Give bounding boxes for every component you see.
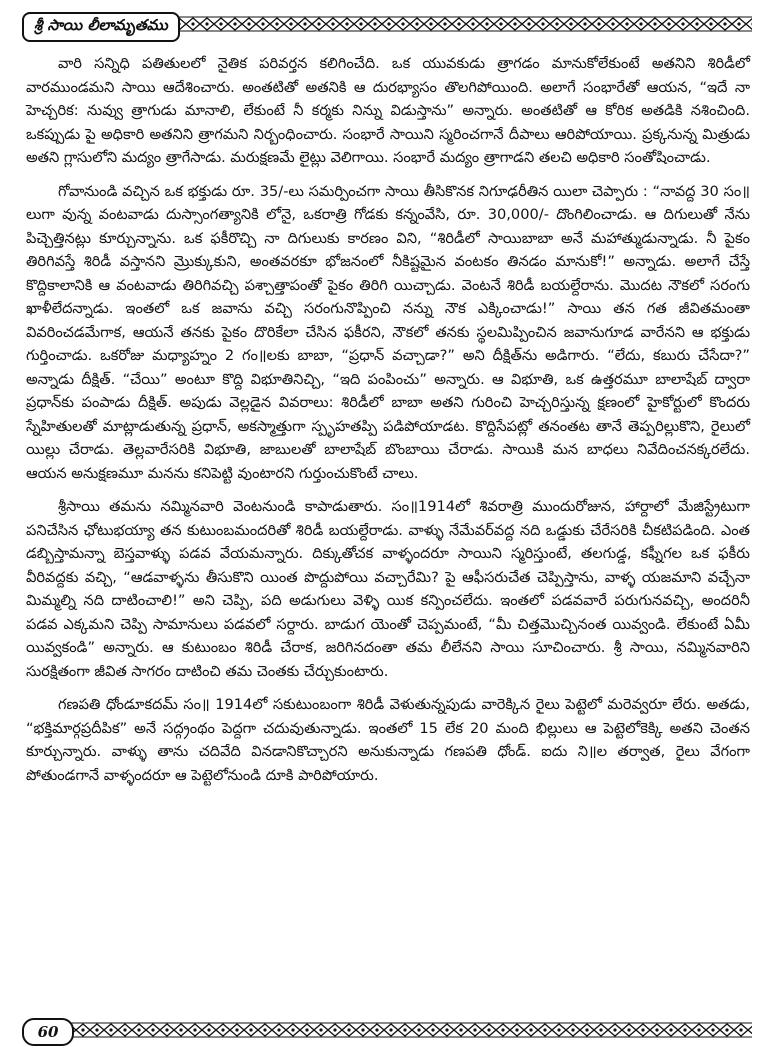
page-header <box>22 10 752 44</box>
paragraph: గణపతి ధోండూకదమ్ సం॥ 1914లో సకుటుంబంగా శిరిడీ వెళుతున్నపుడు వారెక్కిన రైలు పెట్టెలో మరెవ్వరూ లేరు. అతడు, “భక్తిమార్గప్రదీపిక” అనే సద్గ్రంథం పెద్దగా చదువుతున్నాడు. ఇంతలో 15 లేక 20 మంది భిల్లులు ఆ పెట్టెలోకెక్కి అతని చెంతన కూర్చున్నారు. వాళ్ళు తాను చదివేది వినడానికొచ్చారని అనుకున్నాడు గణపతి ధోండ్. ఐదు ని॥ల తర్వాత, రైలు వేగంగా పోతుండగానే వాళ్ళందరూ ఆ పెట్టెలోనుండి దూకి పారిపోయారు. <box>26 696 750 784</box>
paragraph: గోవానుండి వచ్చిన ఒక భక్తుడు రూ. 35/-లు సమర్పించగా సాయి తీసికొనక నిగూఢరీతిన యిలా చెప్పారు : “నావద్ద 30 సం॥లుగా వున్న వంటవాడు దుస్సాంగత్యానికి లోనై, ఒకరాత్రి గోడకు కన్నంవేసి, రూ. 30,000/- దొంగిలించాడు. ఆ దిగులుతో నేను పిచ్చెత్తినట్లు కూర్చున్నాను. ఒక ఫకీరొచ్చి నా దిగులుకు కారణం విని, “శిరిడీలో సాయిబాబా అనే మహాత్ముడున్నాడు. నీ పైకం తిరిగివస్తే శిరిడీ వస్తానని మ్రొక్కుకుని, అంతవరకూ భోజనంలో నీకిష్టమైన వంటకం తినడం మానుకో!” అన్నాడు. అలాగే చేస్తే కొద్దికాలానికి ఆ వంటవాడు తిరిగివచ్చి పశ్చాత్తాపంతో పైకం తిరిగి యిచ్చాడు. వెంటనే శిరిడీ బయల్దేరాను. మొదట నౌకలో సరంగు ఖాళీలేదన్నాడు. ఇంతలో ఒక జవాను వచ్చి సరంగునొప్పించి నన్ను నౌక ఎక్కించాడు!” సాయి తన గత జీవితమంతా వివరించడమేగాక, ఆయనే తనకు పైకం దొరికేలా చేసిన ఫకీరని, నౌకలో తనకు స్థలమిప్పించిన జవానుగూడ వారేనని ఆ భక్తుడు గుర్తించాడు. ఒకరోజు మధ్యాహ్నం 2 గం॥లకు బాబా, “ప్రధాన్ వచ్చాడా?” అని దీక్షిత్‌ను అడిగారు. “లేదు, కబురు చేసేదా?” అన్నాడు దీక్షిత్. “చేయి” అంటూ కొద్ది విభూతినిచ్చి, “ఇది పంపించు” అన్నారు. ఆ విభూతి, ఒక ఉత్తరమూ బాలాషేబ్ ద్వారా ప్రధాన్‌కు పంపాడు దీక్షిత్. అపుడు వెల్లడైన వివరాలు: శిరిడీలో బాబా అతని గురించి హెచ్చరిస్తున్న క్షణంలో హైకోర్టులో కొందరు స్నేహితులతో మాట్లాడుతున్న ప్రధాన్, అకస్మాత్తుగా స్పృహతప్పి పడిపోయాడట. కొద్దిసేపట్లో తనంతట తానే తెప్పరిల్లుకొని, రైలులో యిల్లు చేరాడు. తెల్లవారేసరికి విభూతి, జాబులతో బాలాషేబ్ బొంబాయి చేరాడు. సాయికి మన బాధలు నివేదించనక్కరలేదు. ఆయన అనుక్షణమూ మనను కనిపెట్టి వుంటారని గుర్తుంచుకొంటే చాలు. <box>26 182 750 482</box>
paragraph: వారి సన్నిధి పతితులలో నైతిక పరివర్తన కలిగించేది. ఒక యువకుడు త్రాగడం మానుకోలేకుంటే అతనిని శిరిడీలో వారముండమని సాయి ఆదేశించారు. అంతటితో అతనికి ఆ దురభ్యాసం తొలగిపోయింది. అలాగే సంభారేతో ఆయన, “ఇదే నా హెచ్చరిక: నువ్వు త్రాగుడు మానాలి, లేకుంటే నీ కర్మకు నిన్ను విడుస్తాను” అన్నారు. అంతటితో ఆ కోరిక అతడికి నశించింది. ఒకప్పుడు పై అధికారి అతనిని త్రాగమని నిర్బంధించారు. సంభారే సాయిని స్మరించగానే దీపాలు ఆరిపోయాయి. ప్రక్కనున్న మిత్రుడు అతని గ్లాసులోని మద్యం త్రాగేసాడు. మరుక్షణమే లైట్లు వెలిగాయి. సంభారే మద్యం త్రాగాడని తలచి అధికారి సంతోషించాడు. <box>26 55 750 166</box>
book-title: శ్రీ సాయి లీలామృతము <box>22 12 180 42</box>
footer-border-ornament <box>62 1022 752 1038</box>
header-border-ornament <box>172 16 752 32</box>
page-body <box>26 52 750 797</box>
page-footer <box>22 1018 752 1048</box>
paragraph: శ్రీసాయి తమను నమ్మినవారి వెంటనుండి కాపాడుతారు. సం॥1914లో శివరాత్రి ముందురోజున, హార్దాలో మేజిస్ట్రేటుగా పనిచేసిన ఛోటుభయ్యా తన కుటుంబమందరితో శిరిడీ బయల్దేరాడు. వాళ్ళు నేమేవర్‌వద్ద నది ఒడ్డుకు చేరేసరికి చీకటిపడింది. ఎంత డబ్బిస్తామన్నా బెస్తవాళ్ళు పడవ వేయమన్నారు. దిక్కుతోచక వాళ్ళందరూ సాయిని స్మరిస్తుంటే, తలగుడ్డ, కఫ్నీగల ఒక ఫకీరు వీరివద్దకు వచ్చి, “ఆడవాళ్ళను తీసుకొని యింత పొద్దుపోయి వచ్చారేమి? పై ఆఫీసరుచేత చెప్పిస్తాను, వాళ్ళ యజమాని వచ్చేనా మిమ్మల్ని నది దాటించాలి!” అని చెప్పి, పది అడుగులు వెళ్ళి యిక కన్పించలేదు. ఇంతలో పడవవారే పరుగునవచ్చి, అందరినీ పడవ ఎక్కమని చెప్పి సామానులు పడవలో సర్దారు. బాడుగ యెంతో చెప్పమంటే, “మీ చిత్తమొచ్చినంత యివ్వండి. లేకుంటే ఏమీ యివ్వకండి” అన్నారు. ఆ కుటుంబం శిరిడీ చేరాక, జరిగినదంతా తమ లీలేనని సాయి సూచించారు. శ్రీ సాయి, నమ్మినవారిని సురక్షితంగా జీవిత సాగరం దాటించి తమ చెంతకు చేర్చుకుంటారు. <box>26 498 750 680</box>
page-number: 60 <box>22 1018 74 1046</box>
